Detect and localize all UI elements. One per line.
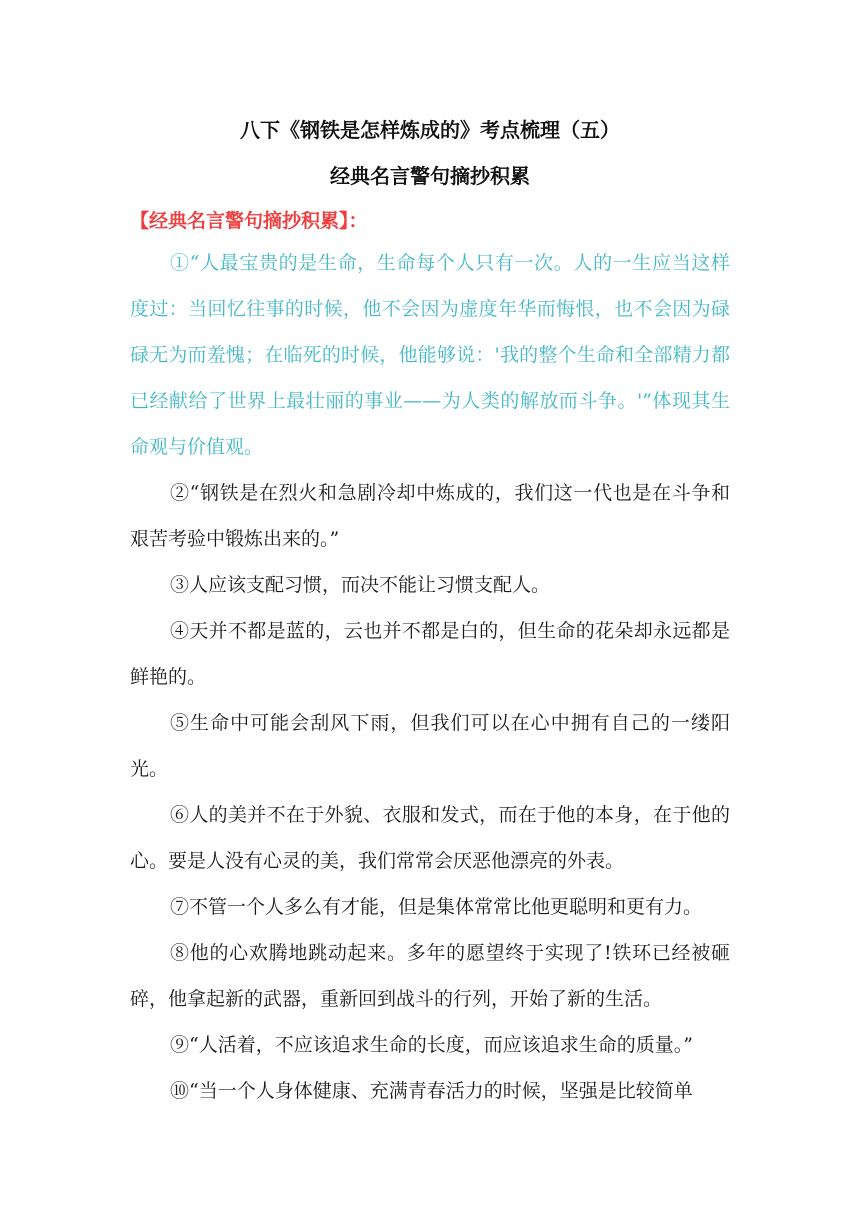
quote-item-8: ⑧他的心欢腾地跳动起来。多年的愿望终于实现了!铁环已经被砸碎，他拿起新的武器，重新回到战斗的行列，开始了新的生活。 [130,942,730,1010]
quote-item-2: ②“钢铁是在烈火和急剧冷却中炼成的，我们这一代也是在斗争和艰苦考验中锻炼出来的。” [130,482,730,550]
document-subtitle: 经典名言警句摘抄积累 [330,164,530,188]
quote-item-5: ⑤生命中可能会刮风下雨，但我们可以在心中拥有自己的一缕阳光。 [130,712,730,780]
quote-item-1: ①“人最宝贵的是生命，生命每个人只有一次。人的一生应当这样度过：当回忆往事的时候，他不会因为虚度年华而悔恨，也不会因为碌碌无为而羞愧；在临死的时候，他能够说：'我的整个生命和全部精力都已经献给了世界上最壮丽的事业——为人类的解放而斗争。'”体现其生命观与价值观。 [130,252,730,458]
quote-item-4: ④天并不都是蓝的，云也并不都是白的，但生命的花朵却永远都是鲜艳的。 [130,620,730,688]
quote-item-6: ⑥人的美并不在于外貌、衣服和发式，而在于他的本身，在于他的心。要是人没有心灵的美，我们常常会厌恶他漂亮的外表。 [130,804,730,872]
document-title: 八下《钢铁是怎样炼成的》考点梳理（五） [240,118,620,142]
quote-item-9: ⑨“人活着，不应该追求生命的长度，而应该追求生命的质量。” [170,1034,693,1056]
quote-item-3: ③人应该支配习惯，而决不能让习惯支配人。 [170,574,551,596]
quote-item-7: ⑦不管一个人多么有才能，但是集体常常比他更聪明和更有力。 [170,896,703,918]
quote-list [130,240,730,1114]
quote-item-10: ⑩“当一个人身体健康、充满青春活力的时候，坚强是比较简单 [170,1080,693,1102]
section-heading: 【经典名言警句摘抄积累】： [130,210,368,232]
